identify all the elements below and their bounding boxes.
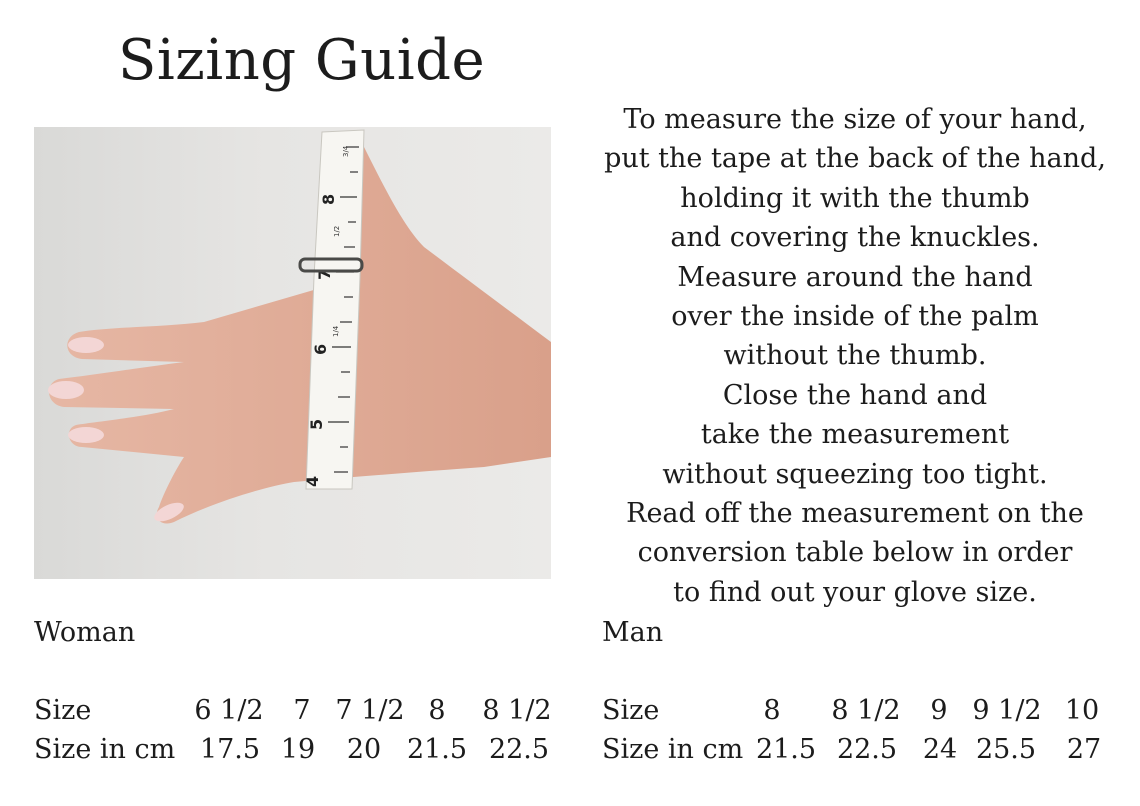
fingernail	[48, 381, 84, 399]
cm-cell: 21.5	[406, 734, 468, 765]
cm-cell: 22.5	[488, 734, 550, 765]
size-cell: 9	[930, 695, 948, 726]
instruction-line: without squeezing too tight.	[662, 458, 1048, 490]
instruction-line: Close the hand and	[722, 379, 988, 411]
row-label: Size	[34, 695, 92, 726]
instruction-line: Read off the measurement on the	[626, 498, 1084, 530]
instruction-line: conversion table below in order	[637, 537, 1073, 569]
fingernail	[68, 427, 104, 443]
instruction-line: Measure around the hand	[677, 261, 1033, 293]
row-label: Size in cm	[602, 734, 744, 765]
row-label: Size in cm	[34, 734, 176, 765]
tape-number: 8	[319, 193, 338, 205]
instruction-line: to find out your glove size.	[673, 576, 1037, 608]
size-cell: 10	[1064, 695, 1100, 726]
cm-cell: 17.5	[199, 734, 261, 765]
tape-number: 4	[303, 475, 322, 487]
size-cell: 8	[763, 695, 781, 726]
size-cell: 7	[293, 695, 311, 726]
woman-section-label: Woman	[34, 617, 136, 648]
instruction-line: take the measurement	[700, 419, 1010, 451]
cm-cell: 27	[1066, 734, 1102, 765]
size-cell: 8 1/2	[482, 695, 552, 726]
tape-fraction: 1/2	[333, 225, 341, 237]
man-size-row	[0, 695, 1140, 735]
cm-cell: 25.5	[975, 734, 1037, 765]
cm-cell: 21.5	[755, 734, 817, 765]
fingernail	[68, 337, 104, 353]
cm-cell: 19	[280, 734, 316, 765]
hand-illustration	[34, 127, 551, 579]
tape-number: 7	[315, 268, 334, 280]
size-cell: 8 1/2	[831, 695, 901, 726]
row-label: Size	[602, 695, 660, 726]
man-cm-row	[0, 734, 1140, 774]
tape-number: 5	[307, 418, 326, 430]
page-title: Sizing Guide	[118, 28, 486, 93]
man-section-label: Man	[602, 617, 664, 648]
instructions	[590, 100, 1120, 612]
hand-shape	[49, 142, 551, 524]
instruction-line: over the inside of the palm	[671, 301, 1039, 333]
cm-cell: 24	[922, 734, 958, 765]
instruction-line: without the thumb.	[723, 340, 987, 372]
instruction-line: and covering the knuckles.	[670, 222, 1040, 254]
tape-fraction: 1/4	[332, 325, 340, 337]
tape-number: 6	[311, 343, 330, 355]
tape-fraction: 3/4	[342, 145, 350, 157]
instruction-line: put the tape at the back of the hand,	[604, 143, 1106, 175]
size-cell: 8	[428, 695, 446, 726]
hand-measurement-photo	[34, 127, 551, 579]
cm-cell: 22.5	[836, 734, 898, 765]
size-cell: 9 1/2	[972, 695, 1042, 726]
instruction-line: To measure the size of your hand,	[623, 104, 1087, 135]
instruction-line: holding it with the thumb	[680, 182, 1030, 214]
cm-cell: 20	[346, 734, 382, 765]
size-cell: 6 1/2	[194, 695, 264, 726]
size-cell: 7 1/2	[335, 695, 405, 726]
